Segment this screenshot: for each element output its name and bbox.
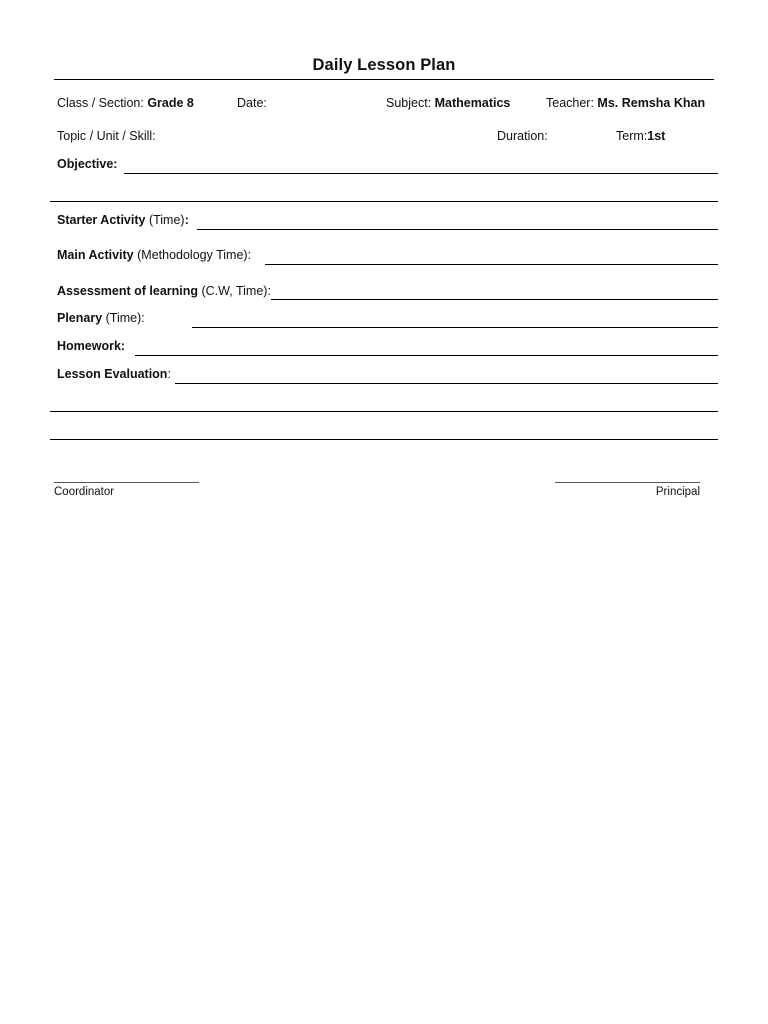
title-underline [54, 79, 714, 80]
class-section-label: Class / Section: [57, 96, 148, 110]
assessment-label: Assessment of learning [57, 284, 199, 298]
main-activity-label: Main Activity [57, 248, 134, 262]
subject-value: Mathematics [434, 96, 511, 110]
main-activity-field [57, 248, 251, 262]
starter-activity-line [197, 229, 718, 230]
starter-activity-field [57, 213, 189, 227]
teacher-field [546, 96, 705, 110]
coordinator-signature-line [54, 482, 199, 483]
objective-label: Objective: [57, 157, 118, 171]
assessment-field [57, 284, 271, 298]
date-label: Date: [237, 96, 267, 110]
plenary-label: Plenary [57, 311, 103, 325]
objective-line [124, 173, 718, 174]
evaluation-line-2 [50, 411, 718, 412]
term-value: 1st [647, 129, 666, 143]
topic-label: Topic / Unit / Skill: [57, 129, 156, 143]
coordinator-label: Coordinator [54, 486, 115, 498]
page-title: Daily Lesson Plan [312, 56, 456, 74]
main-activity-line [265, 264, 718, 265]
assessment-suffix: (C.W, Time): [198, 284, 271, 298]
assessment-line [271, 299, 718, 300]
duration-label: Duration: [497, 129, 548, 143]
lesson-evaluation-field [57, 367, 171, 381]
homework-label: Homework: [57, 339, 126, 353]
term-label: Term: [616, 129, 648, 143]
homework-line [135, 355, 718, 356]
class-section-field [57, 96, 194, 110]
evaluation-line-3 [50, 439, 718, 440]
principal-signature-line [555, 482, 700, 483]
teacher-value: Ms. Remsha Khan [597, 96, 706, 110]
starter-activity-suffix: (Time) [145, 213, 185, 227]
class-section-value: Grade 8 [147, 96, 194, 110]
lesson-evaluation-suffix: : [167, 367, 171, 381]
subject-field [386, 96, 510, 110]
term-field [616, 129, 665, 143]
objective-line-2 [50, 201, 718, 202]
subject-label: Subject: [386, 96, 435, 110]
teacher-label: Teacher: [546, 96, 598, 110]
starter-activity-colon: : [184, 213, 189, 227]
plenary-line [192, 327, 718, 328]
plenary-field [57, 311, 145, 325]
lesson-evaluation-label: Lesson Evaluation [57, 367, 168, 381]
main-activity-suffix: (Methodology Time): [133, 248, 252, 262]
principal-label: Principal [655, 486, 700, 498]
lesson-evaluation-line [175, 383, 718, 384]
starter-activity-label: Starter Activity [57, 213, 146, 227]
plenary-suffix: (Time): [102, 311, 145, 325]
